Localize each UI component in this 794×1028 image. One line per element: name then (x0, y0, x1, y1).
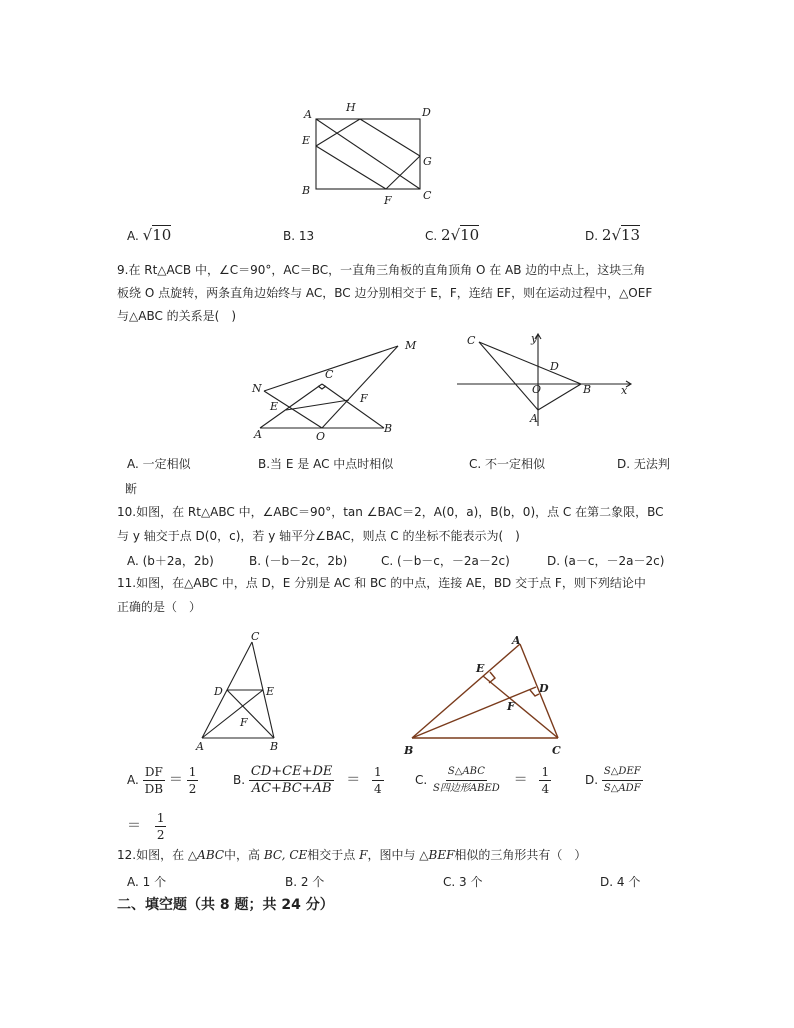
q9-option-c[interactable]: C. 不一定相似 (469, 457, 546, 471)
label-m: M (405, 339, 417, 352)
q10-option-d[interactable]: D. (a－c，－2a－2c) (547, 554, 665, 568)
q10-option-b[interactable]: B. (－b－2c，2b) (249, 554, 348, 568)
label-f: F (240, 716, 248, 729)
label-b: B (384, 422, 393, 435)
q12-option-d[interactable]: D. 4 个 (600, 875, 641, 889)
figure-q9-coordinate (455, 330, 635, 428)
label-b: B (270, 740, 279, 753)
q12-option-a[interactable]: A. 1 个 (127, 875, 167, 889)
q10-line-1: 10.如图，在 Rt△ABC 中，∠ABC＝90°，tan ∠BAC＝2，A(0，a)，B(b，0)，点 C 在第二象限，BC (117, 505, 664, 519)
label-f: F (384, 194, 392, 207)
q8-option-c[interactable]: C. 2√10 (425, 226, 480, 244)
q9-option-d-cont: 断 (125, 482, 138, 496)
label-x: x (621, 384, 628, 397)
label-y: y (531, 332, 538, 345)
label-h: H (346, 101, 356, 114)
figure-q11-triangle (190, 626, 290, 756)
label-d: D (550, 360, 559, 373)
q12-option-c[interactable]: C. 3 个 (443, 875, 483, 889)
label-c: C (423, 189, 432, 202)
label-d: D (539, 682, 549, 695)
label-c: C (552, 744, 561, 757)
label-e: E (476, 662, 485, 675)
figure-q11-altitudes (400, 628, 580, 758)
q11-option-c[interactable]: C. $\frac{\text{S△ABC}}{\text{S四边形ABED}}$ ＝ $\frac{1}{4}$ (415, 765, 550, 796)
q9-line-2: 板绕 O 点旋转，两条直角边始终与 AC，BC 边分别相交于 E，F，连结 EF，则在运动过程中，△OEF (117, 286, 653, 300)
q10-option-a[interactable]: A. (b＋2a，2b) (127, 554, 214, 568)
label-d: D (422, 106, 431, 119)
label-a: A (512, 634, 521, 647)
q10-line-2: 与 y 轴交于点 D(0，c)，若 y 轴平分∠BAC，则点 C 的坐标不能表示为( ) (117, 529, 520, 543)
label-a: A (196, 740, 204, 753)
q11-option-d[interactable]: D. $\frac{\text{S△DEF}}{\text{S△ADF}}$ (585, 766, 641, 794)
q12-line-1: 12.如图，在 △ABC中，高 BC, CE相交于点 F，图中与 △BEF相似的三角形共有（ ） (117, 848, 587, 862)
q9-option-b[interactable]: B.当 E 是 AC 中点时相似 (258, 457, 394, 471)
label-g: G (423, 155, 432, 168)
label-a: A (530, 412, 538, 425)
q9-line-3: 与△ABC 的关系是( ) (117, 309, 237, 323)
label-o: O (532, 383, 542, 396)
figure-q8-rectangle (296, 98, 446, 208)
label-e: E (302, 134, 311, 147)
label-b: B (583, 383, 592, 396)
q10-option-c[interactable]: C. (－b－c，－2a－2c) (381, 554, 510, 568)
label-o: O (316, 430, 326, 442)
q11-option-b[interactable]: B. $\frac{CD+CE+DE}{AC+BC+AB}$ ＝ $\frac{1}{4}$ (233, 764, 382, 796)
q11-option-a[interactable]: A. $\frac{DF}{DB}$ ＝ $\frac{1}{2}$ (127, 765, 197, 796)
q8-option-b[interactable]: B. 13 (283, 229, 315, 243)
label-b: B (404, 744, 414, 757)
label-n: N (252, 382, 262, 395)
figure-q9-triangle (250, 336, 430, 442)
label-b: B (302, 184, 311, 197)
q9-option-a[interactable]: A. 一定相似 (127, 457, 191, 471)
q11-line-1: 11.如图，在△ABC 中，点 D，E 分别是 AC 和 BC 的中点，连接 AE，BD 交于点 F，则下列结论中 (117, 576, 646, 590)
label-c: C (467, 334, 476, 347)
label-f: F (507, 700, 515, 713)
q11-option-d-cont: ＝ $\frac{1}{2}$ (127, 811, 165, 842)
label-e: E (266, 685, 275, 698)
q12-option-b[interactable]: B. 2 个 (285, 875, 325, 889)
label-c: C (251, 630, 260, 643)
q8-option-a[interactable]: A. √10 (127, 226, 172, 244)
label-e: E (270, 400, 279, 413)
q11-line-2: 正确的是（ ） (117, 600, 202, 614)
label-a: A (254, 428, 262, 441)
label-f: F (360, 392, 368, 405)
label-d: D (214, 685, 223, 698)
label-c: C (325, 368, 334, 381)
q9-option-d[interactable]: D. 无法判 (617, 457, 670, 471)
q8-option-d[interactable]: D. 2√13 (585, 226, 641, 244)
section-2-heading: 二、填空题（共 8 题；共 24 分） (117, 897, 334, 913)
label-a: A (304, 108, 312, 121)
q9-line-1: 9.在 Rt△ACB 中，∠C＝90°，AC＝BC，一直角三角板的直角顶角 O 在 AB 边的中点上，这块三角 (117, 263, 646, 277)
